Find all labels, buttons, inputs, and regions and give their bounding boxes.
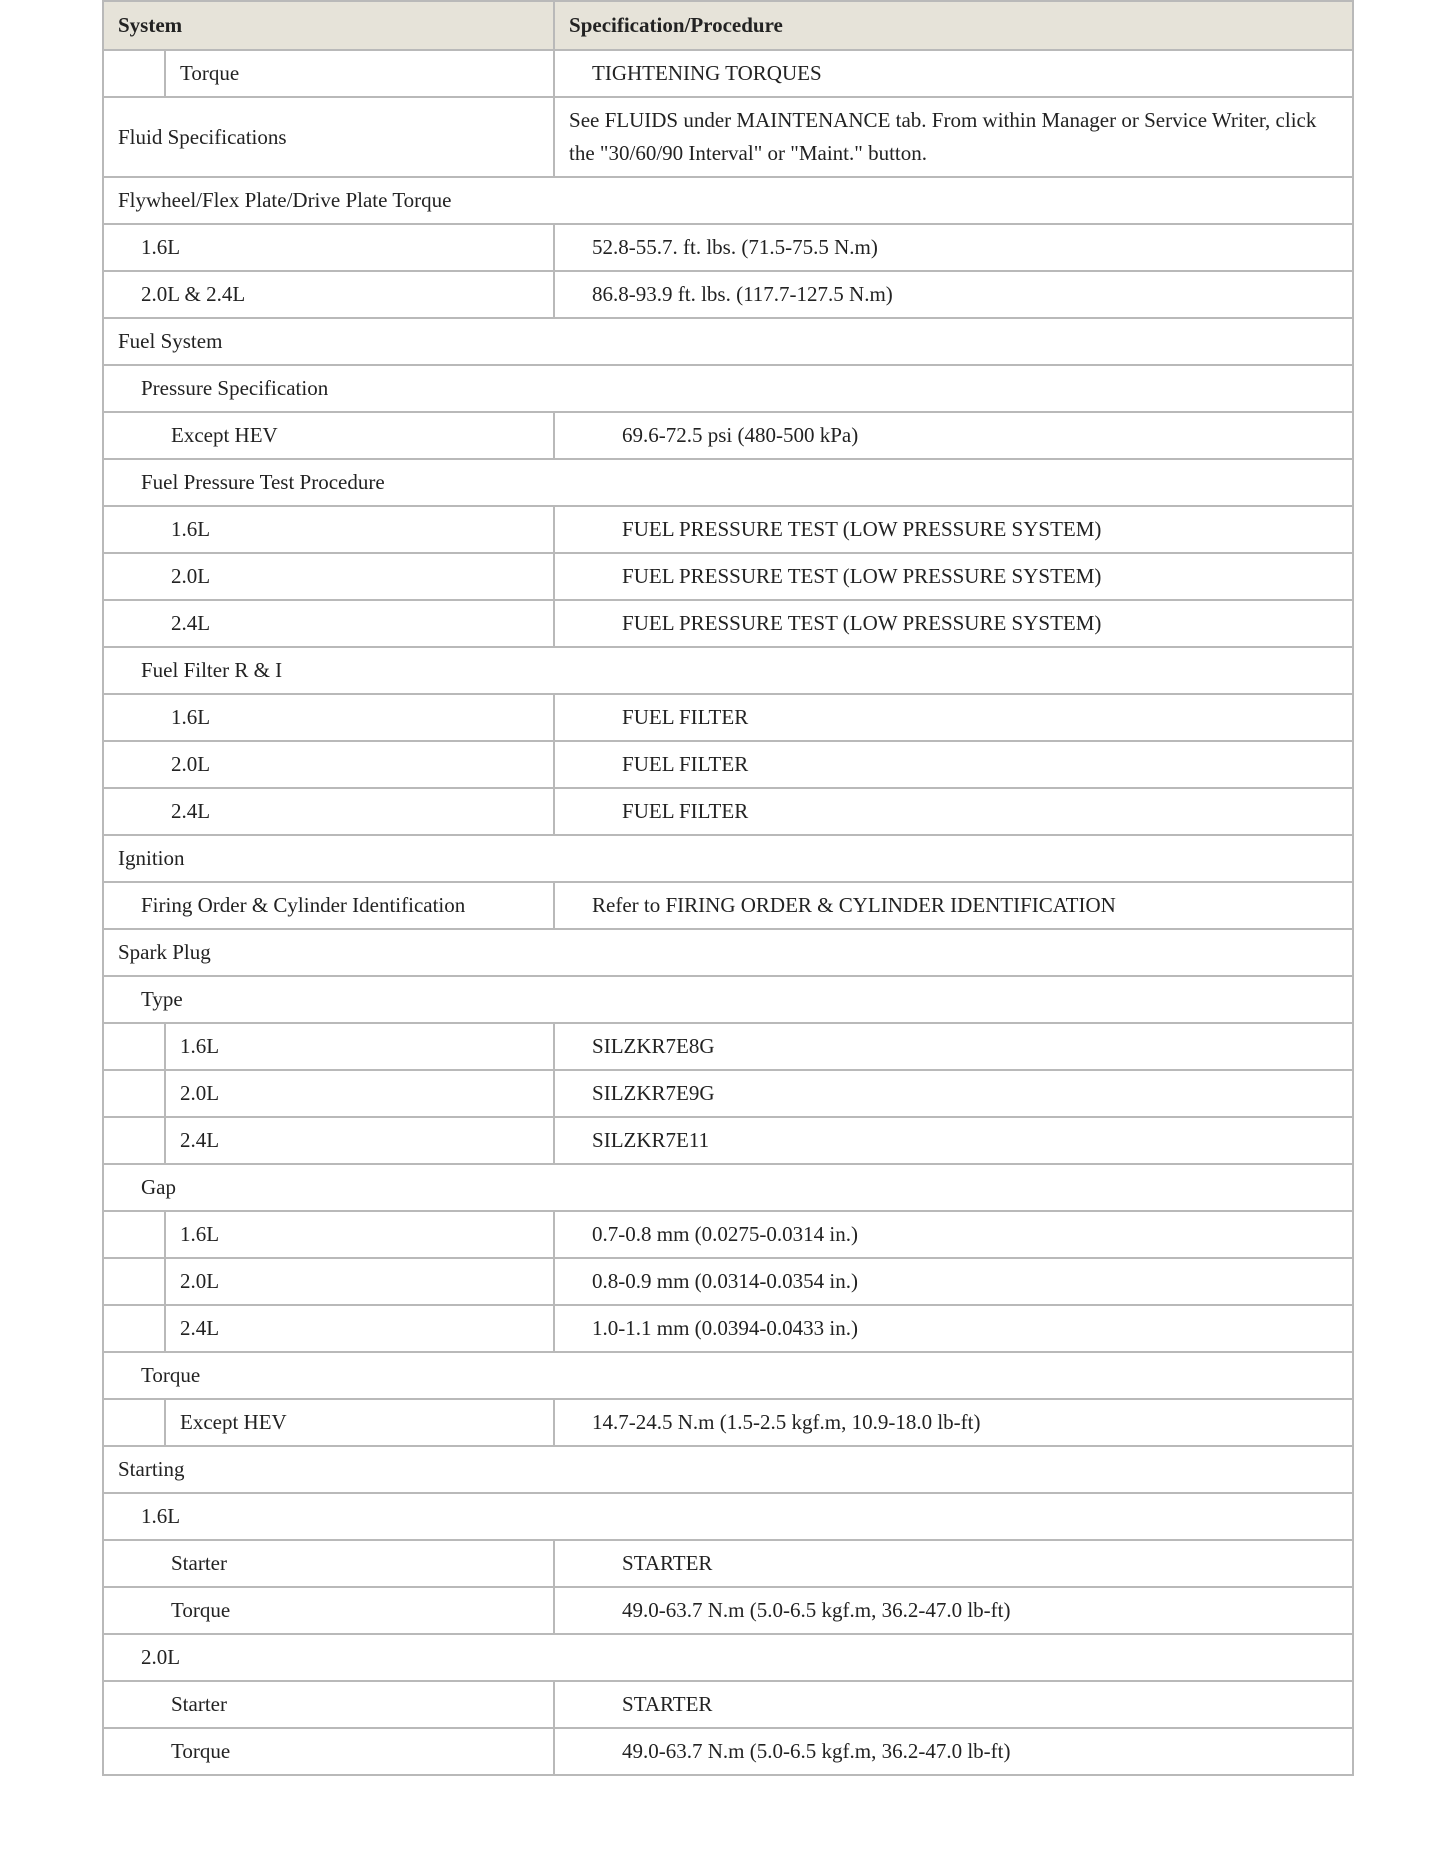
table-header-row — [103, 1, 1353, 50]
table-row — [103, 1070, 1353, 1117]
row-label: Torque — [103, 1587, 554, 1634]
subsection-label: Pressure Specification — [103, 365, 1353, 412]
row-label: Torque — [103, 1728, 554, 1775]
row-value: 14.7-24.5 N.m (1.5-2.5 kgf.m, 10.9-18.0 lb-ft) — [554, 1399, 1353, 1446]
indent-cell — [103, 1399, 165, 1446]
table-row — [103, 1540, 1353, 1587]
subsection-label: Type — [103, 976, 1353, 1023]
indent-cell — [103, 1305, 165, 1352]
specifications-table — [102, 0, 1354, 1776]
subsection-label: Fuel Filter R & I — [103, 647, 1353, 694]
indent-cell — [103, 1258, 165, 1305]
table-row — [103, 1258, 1353, 1305]
row-label: 2.0L — [165, 1258, 554, 1305]
table-row — [103, 882, 1353, 929]
table-row — [103, 1587, 1353, 1634]
row-label: 1.6L — [165, 1023, 554, 1070]
table-row — [103, 412, 1353, 459]
subsection-label: Fuel Pressure Test Procedure — [103, 459, 1353, 506]
subsection-label: 1.6L — [103, 1493, 1353, 1540]
subsection-row — [103, 976, 1353, 1023]
row-value: STARTER — [554, 1681, 1353, 1728]
row-value: 86.8-93.9 ft. lbs. (117.7-127.5 N.m) — [554, 271, 1353, 318]
row-value: STARTER — [554, 1540, 1353, 1587]
row-value: 0.8-0.9 mm (0.0314-0.0354 in.) — [554, 1258, 1353, 1305]
row-label: Starter — [103, 1681, 554, 1728]
header-specification: Specification/Procedure — [554, 1, 1353, 50]
subsection-label: Gap — [103, 1164, 1353, 1211]
table-row — [103, 50, 1353, 97]
row-value: 1.0-1.1 mm (0.0394-0.0433 in.) — [554, 1305, 1353, 1352]
row-label: 2.4L — [103, 600, 554, 647]
indent-cell — [103, 1211, 165, 1258]
row-value: SILZKR7E8G — [554, 1023, 1353, 1070]
subsection-row — [103, 1352, 1353, 1399]
section-label: Ignition — [103, 835, 1353, 882]
header-system: System — [103, 1, 554, 50]
row-value: SILZKR7E11 — [554, 1117, 1353, 1164]
subsection-row — [103, 1634, 1353, 1681]
row-value: FUEL PRESSURE TEST (LOW PRESSURE SYSTEM) — [554, 553, 1353, 600]
row-label: 2.4L — [165, 1117, 554, 1164]
row-label: Torque — [165, 50, 554, 97]
row-label: 1.6L — [103, 694, 554, 741]
table-row — [103, 97, 1353, 177]
table-row — [103, 271, 1353, 318]
table-row — [103, 1728, 1353, 1775]
row-value: See FLUIDS under MAINTENANCE tab. From within Manager or Service Writer, click the "30/60/90 Interval" or "Maint." button. — [554, 97, 1353, 177]
section-label: Fuel System — [103, 318, 1353, 365]
row-label: Firing Order & Cylinder Identification — [103, 882, 554, 929]
row-value: FUEL FILTER — [554, 788, 1353, 835]
table-row — [103, 1305, 1353, 1352]
table-row — [103, 694, 1353, 741]
row-value: FUEL PRESSURE TEST (LOW PRESSURE SYSTEM) — [554, 506, 1353, 553]
table-row — [103, 741, 1353, 788]
indent-cell — [103, 1117, 165, 1164]
row-label: Except HEV — [103, 412, 554, 459]
row-value: 49.0-63.7 N.m (5.0-6.5 kgf.m, 36.2-47.0 lb-ft) — [554, 1587, 1353, 1634]
row-value: 52.8-55.7. ft. lbs. (71.5-75.5 N.m) — [554, 224, 1353, 271]
section-row — [103, 177, 1353, 224]
row-value: FUEL FILTER — [554, 741, 1353, 788]
subsection-row — [103, 459, 1353, 506]
row-label: 2.0L — [103, 553, 554, 600]
row-label: 2.4L — [103, 788, 554, 835]
table-row — [103, 506, 1353, 553]
section-label: Flywheel/Flex Plate/Drive Plate Torque — [103, 177, 1353, 224]
section-row — [103, 835, 1353, 882]
row-label: 1.6L — [103, 224, 554, 271]
indent-cell — [103, 1070, 165, 1117]
table-row — [103, 553, 1353, 600]
section-row — [103, 929, 1353, 976]
row-value: FUEL FILTER — [554, 694, 1353, 741]
row-value: FUEL PRESSURE TEST (LOW PRESSURE SYSTEM) — [554, 600, 1353, 647]
row-value: 69.6-72.5 psi (480-500 kPa) — [554, 412, 1353, 459]
row-label: 1.6L — [103, 506, 554, 553]
table-row — [103, 600, 1353, 647]
row-label: 2.0L — [165, 1070, 554, 1117]
section-label: Starting — [103, 1446, 1353, 1493]
table-row — [103, 1399, 1353, 1446]
row-label: 2.0L — [103, 741, 554, 788]
section-label: Spark Plug — [103, 929, 1353, 976]
table-row — [103, 1023, 1353, 1070]
row-value: TIGHTENING TORQUES — [554, 50, 1353, 97]
row-label: 2.0L & 2.4L — [103, 271, 554, 318]
row-label: Except HEV — [165, 1399, 554, 1446]
row-value: 49.0-63.7 N.m (5.0-6.5 kgf.m, 36.2-47.0 lb-ft) — [554, 1728, 1353, 1775]
row-label: Fluid Specifications — [103, 97, 554, 177]
subsection-row — [103, 1493, 1353, 1540]
indent-cell — [103, 50, 165, 97]
subsection-label: Torque — [103, 1352, 1353, 1399]
row-value: SILZKR7E9G — [554, 1070, 1353, 1117]
row-label: Starter — [103, 1540, 554, 1587]
subsection-row — [103, 365, 1353, 412]
table-row — [103, 224, 1353, 271]
row-label: 1.6L — [165, 1211, 554, 1258]
table-row — [103, 1211, 1353, 1258]
row-value: 0.7-0.8 mm (0.0275-0.0314 in.) — [554, 1211, 1353, 1258]
indent-cell — [103, 1023, 165, 1070]
section-row — [103, 318, 1353, 365]
section-row — [103, 1446, 1353, 1493]
subsection-row — [103, 647, 1353, 694]
subsection-row — [103, 1164, 1353, 1211]
subsection-label: 2.0L — [103, 1634, 1353, 1681]
table-row — [103, 1117, 1353, 1164]
row-label: 2.4L — [165, 1305, 554, 1352]
table-row — [103, 1681, 1353, 1728]
table-row — [103, 788, 1353, 835]
row-value: Refer to FIRING ORDER & CYLINDER IDENTIFICATION — [554, 882, 1353, 929]
